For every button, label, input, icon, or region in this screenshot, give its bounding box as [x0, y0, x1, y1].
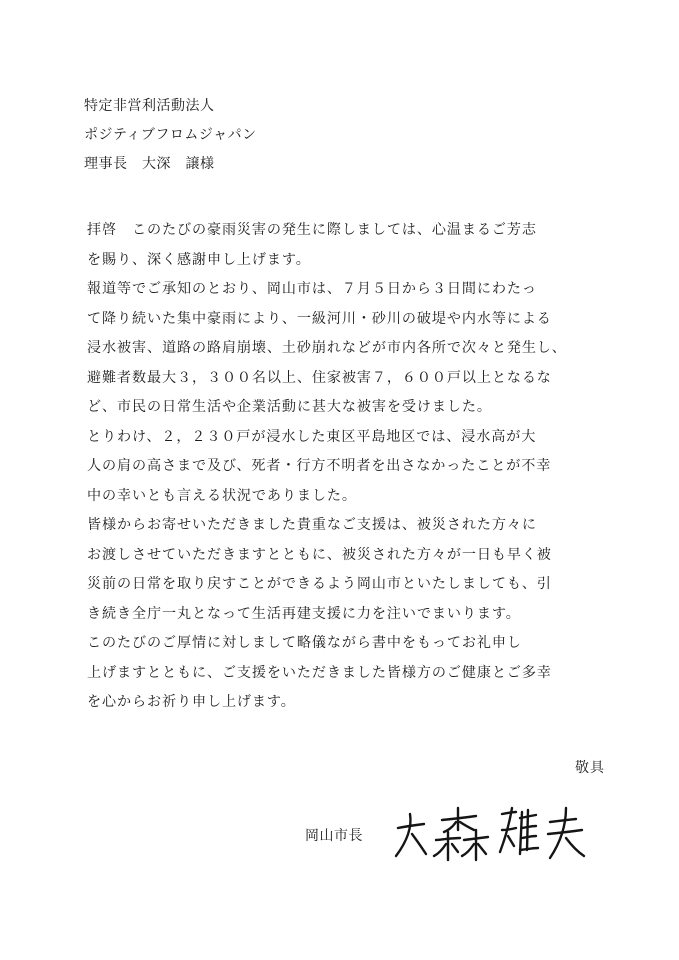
line: 中の幸いとも言える状況でありました。 — [87, 487, 357, 504]
line: て降り続いた集中豪雨により、一級河川・砂川の破堤や内水等による — [87, 310, 552, 327]
paragraph-4 — [87, 511, 607, 629]
signature-title: 岡山市長 — [305, 828, 363, 844]
closing-phrase: 敬具 — [575, 760, 605, 776]
paragraph-2 — [87, 275, 607, 423]
letter-body — [87, 216, 607, 718]
line: 報道等でご承知のとおり、岡山市は、７月５日から３日間にわたっ — [87, 281, 537, 297]
addressee-organization: 特定非営利活動法人 — [84, 98, 215, 114]
line: ど、市民の日常生活や企業活動に甚大な被害を受けました。 — [87, 399, 492, 415]
line: き続き全庁一丸となって生活再建支援に力を注いでまいります。 — [87, 605, 521, 622]
line: 浸水被害、道路の路肩崩壊、土砂崩れなどが市内各所で次々と発生し、 — [87, 340, 567, 356]
paragraph-1 — [87, 216, 607, 275]
addressee-name: ポジティブフロムジャパン — [84, 127, 257, 143]
line: 拝啓 このたびの豪雨災害の発生に際しましては、心温まるご芳志 — [87, 222, 537, 238]
line: 上げますとともに、ご支援をいただきました皆様方のご健康とご多幸 — [87, 664, 552, 681]
line: 避難者数最大３，３００名以上、住家被害７，６００戸以上となるな — [87, 369, 552, 386]
paragraph-3 — [87, 423, 607, 512]
line: 皆様からお寄せいただきました貴重なご支援は、被災された方々に — [87, 517, 537, 533]
line: とりわけ、２，２３０戸が浸水した東区平島地区では、浸水高が大 — [87, 428, 537, 445]
line: お渡しさせていただきますとともに、被災された方々が一日も早く被 — [87, 546, 552, 563]
handwritten-signature — [390, 800, 590, 870]
line: このたびのご厚情に対しまして略儀ながら書中をもってお礼申し — [87, 635, 522, 651]
line: を心からお祈り申し上げます。 — [87, 694, 296, 710]
addressee-person: 理事長 大深 譲様 — [84, 156, 215, 172]
paragraph-5 — [87, 629, 607, 718]
line: 災前の日常を取り戻すことができるよう岡山市といたしましても、引 — [87, 576, 552, 592]
line: を賜り、深く感謝申し上げます。 — [87, 251, 311, 268]
line: 人の肩の高さまで及び、死者・行方不明者を出さなかったことが不幸 — [87, 458, 552, 474]
addressee-block — [84, 92, 257, 179]
